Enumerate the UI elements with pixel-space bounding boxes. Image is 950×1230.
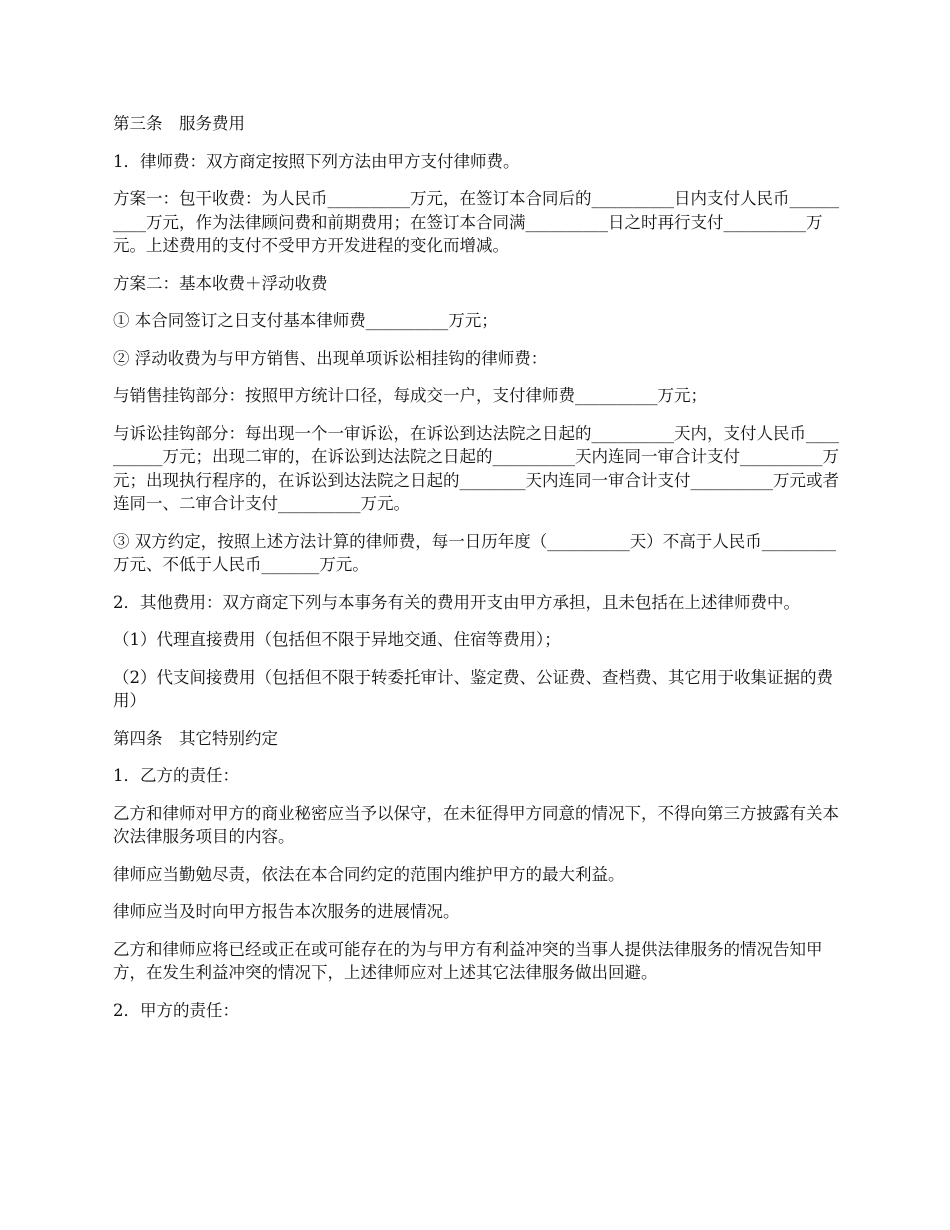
plan-two-heading: 方案二：基本收费＋浮动收费: [113, 273, 328, 293]
lawyer-fee-intro: 1．律师费：双方商定按照下列方法由甲方支付律师费。: [113, 151, 520, 171]
party-b-duty-reporting: 律师应当及时向甲方报告本次服务的进展情况。: [113, 902, 460, 921]
other-fees-item-2: （2）代支间接费用（包括但不限于转委托审计、鉴定费、公证费、查档费、其它用于收集证据的费用）: [113, 667, 833, 710]
litigation-linked-paragraph: 与诉讼挂钩部分：每出现一个一审诉讼，在诉讼到达法院之日起的__________天内，支付人民币__________万元；出现二审的，在诉讼到达法院之日起的__________天内连同一审合计支付__________万元；出现执行程序的，在诉讼到达法院之日起的________天内连同一审合计支付__________万元或者连同一、二审合计支付__________万元。: [113, 423, 839, 513]
document-page: [113, 112, 843, 1036]
other-fees-intro: 2．其他费用：双方商定下列与本事务有关的费用开支由甲方承担，且未包括在上述律师费中。: [113, 592, 800, 612]
party-b-duty-conflict: 乙方和律师应将已经或正在或可能存在的为与甲方有利益冲突的当事人提供法律服务的情况告知甲方，在发生利益冲突的情况下，上述律师应对上述其它法律服务做出回避。: [113, 939, 823, 982]
plan-one-paragraph: 方案一：包干收费：为人民币__________万元，在签订本合同后的__________日内支付人民币__________万元，作为法律顾问费和前期费用；在签订本合同满__________日之时再行支付__________万元。上述费用的支付不受甲方开发进程的变化而增减。: [113, 189, 839, 255]
plan-two-item-1: ① 本合同签订之日支付基本律师费__________万元；: [113, 311, 498, 330]
party-b-duty-confidentiality: 乙方和律师对甲方的商业秘密应当予以保守，在未征得甲方同意的情况下，不得向第三方披露有关本次法律服务项目的内容。: [113, 803, 839, 846]
party-a-duty-heading: 2．甲方的责任：: [113, 1000, 239, 1020]
party-b-duty-heading: 1．乙方的责任：: [113, 766, 239, 785]
plan-two-item-3: ③ 双方约定，按照上述方法计算的律师费，每一日历年度（__________天）不高于人民币_________万元、不低于人民币_______万元。: [113, 531, 836, 574]
plan-two-item-2: ② 浮动收费为与甲方销售、出现单项诉讼相挂钩的律师费：: [113, 348, 548, 368]
other-fees-item-1: （1）代理直接费用（包括但不限于异地交通、住宿等费用）；: [113, 630, 561, 649]
sales-linked-paragraph: 与销售挂钩部分：按照甲方统计口径，每成交一户，支付律师费__________万元；: [113, 386, 707, 405]
article-4-heading: 第四条 其它特别约定: [113, 728, 278, 748]
party-b-duty-diligence: 律师应当勤勉尽责，依法在本合同约定的范围内维护甲方的最大利益。: [113, 864, 625, 884]
article-3-heading: 第三条 服务费用: [113, 114, 245, 133]
